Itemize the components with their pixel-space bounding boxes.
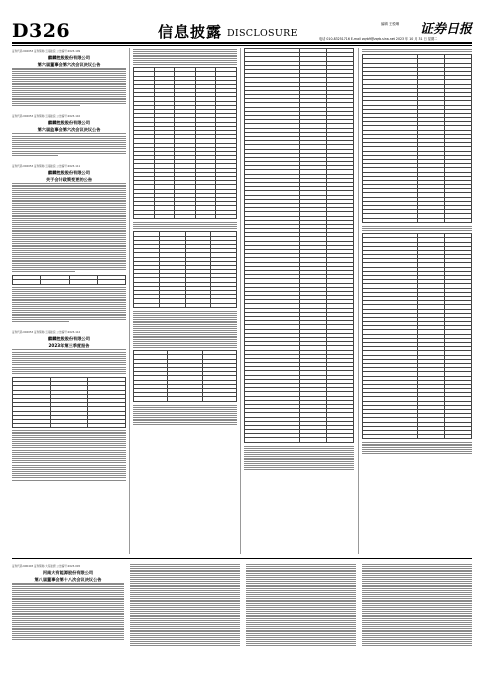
announcement-body: [12, 430, 126, 480]
masthead: [0, 0, 484, 44]
data-table: [12, 275, 126, 284]
column-1: [12, 48, 126, 554]
announcement-company: 麒麟控股股份有限公司: [48, 119, 90, 125]
announcement-block: [12, 330, 126, 481]
column-divider: [358, 48, 359, 554]
report-text: [362, 49, 472, 52]
report-text: [244, 446, 354, 471]
announcement-body: [130, 563, 240, 648]
announcement-code: 证券代码:002053 证券简称:云南能投 公告编号:2023-112: [12, 330, 81, 334]
income-statement-table: [362, 54, 472, 223]
announcement-title: 2023年第三季度报告: [48, 343, 90, 349]
announcement-title: 第六届董事会第六次会议决议公告: [37, 62, 101, 68]
announcement-code: 证券代码:002053 证券简称:云南能投 公告编号:2023-109: [12, 50, 81, 53]
report-text: [133, 405, 237, 425]
announcement-block: [12, 563, 124, 641]
financial-table: [133, 231, 237, 307]
announcement-title: 第八届董事会第十八次会议决议公告: [34, 577, 102, 583]
announcement-body: [12, 583, 124, 640]
masthead-rule-thin: [12, 45, 472, 46]
announcement-body: [246, 563, 356, 648]
announcement-block: [12, 164, 126, 322]
announcement-title: 第六届监事会第六次会议决议公告: [37, 127, 101, 133]
announcement-body: [12, 183, 126, 272]
announcement-code: 证券代码:002053 证券简称:云南能投 公告编号:2023-111: [12, 164, 81, 168]
announcement-company: 河南大有能源股份有限公司: [42, 570, 94, 575]
column-divider: [129, 48, 130, 554]
announcement-company: 麒麟控股股份有限公司: [48, 169, 90, 175]
column-3: [244, 48, 354, 554]
column-4: [362, 48, 472, 554]
announcement-title: 关于会计政策变更的公告: [45, 177, 93, 183]
balance-sheet-table: [244, 48, 354, 443]
announcement-code: 证券代码:002053 证券简称:云南能投 公告编号:2023-110: [12, 114, 81, 118]
column-2: [133, 48, 237, 554]
report-text: [362, 442, 472, 454]
section-title: 信息披露: [158, 23, 223, 41]
announcement-company: 麒麟控股股份有限公司: [48, 335, 90, 341]
report-text: [362, 226, 472, 231]
cash-flow-table: [362, 233, 472, 439]
announcement-body: [12, 68, 126, 105]
announcement-code: 证券代码:600403 证券简称:大有能源 公告编号:2023-045: [12, 565, 81, 568]
report-text: [133, 222, 237, 230]
page-number: D326: [12, 20, 71, 42]
report-text: [133, 311, 237, 348]
announcement-block: [12, 114, 126, 156]
report-text: [133, 49, 237, 65]
announcement-company: 麒麟控股股份有限公司: [48, 55, 90, 60]
financial-table: [133, 350, 237, 401]
newspaper-logo: 证券日报: [420, 22, 473, 37]
masthead-rule: [12, 42, 472, 44]
announcement-body: [12, 349, 126, 374]
announcement-body: [12, 133, 126, 156]
contact-line: 电话 010-83251716 E-mail zqrb9@zqrb.sina.net 2023 年 10 月 31 日 星期二: [319, 37, 438, 41]
bottom-section: [12, 558, 472, 693]
announcement-body: [362, 563, 472, 648]
announcement-block: [12, 49, 126, 106]
data-table: [12, 377, 126, 428]
financial-table: [133, 67, 237, 219]
column-divider: [240, 48, 241, 554]
section-title-en: DISCLOSURE: [227, 28, 298, 39]
announcement-body: [12, 287, 126, 322]
editor-credit: 编辑 王悦琳: [381, 22, 400, 26]
